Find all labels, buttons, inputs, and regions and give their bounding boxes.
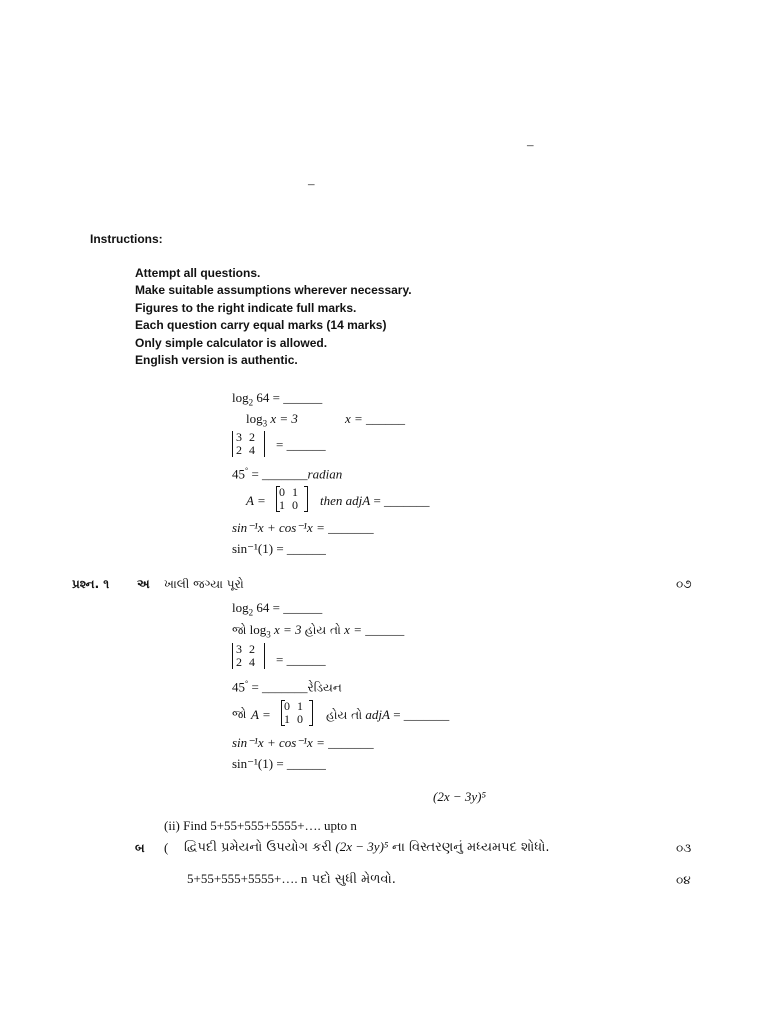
gu-degree-line: 45° = _______રેડિયન: [232, 679, 342, 695]
instruction-item: Only simple calculator is allowed.: [135, 335, 328, 350]
gu-det-equals: = ______: [276, 652, 326, 667]
instruction-item: Attempt all questions.: [135, 266, 261, 280]
en-log3-line: $\log_3 x = 3$: [246, 411, 298, 429]
header-dash: –: [308, 176, 315, 191]
instruction-item: Figures to the right indicate full marks.: [135, 300, 357, 315]
part-a-label: અ: [137, 577, 150, 591]
part-b-label: બ: [135, 841, 145, 855]
gu-adj-prefix: A =: [251, 707, 271, 722]
part-b-text: દ્વિપદી પ્રમેયનો ઉપયોગ કરી (2x − 3y)⁵ ના વિસ્તરણનું મધ્યમપદ શોધો.: [184, 839, 550, 855]
question-marks: ૦૭: [676, 577, 692, 591]
en-determinant: 3 2 2 4: [232, 431, 265, 457]
part-b-marks: ૦૩: [676, 841, 692, 855]
gu-log3-line: જો $\log_3 x = 3$ હોય તો x = ______: [232, 622, 405, 640]
gu-adj-if: જો: [232, 707, 247, 721]
en-degree-line: 45° = _______radian: [232, 466, 343, 482]
en-log3-answer: x = ______: [345, 411, 406, 426]
en-log2-line: $\log_2 64$ = ______: [232, 390, 323, 408]
gu-log2-line: $\log_2 64$ = ______: [232, 600, 323, 618]
gu-matrix: 0 1 1 0: [281, 700, 313, 726]
question-label: પ્રશ્ન. ૧: [72, 577, 110, 591]
instructions-list: [135, 265, 412, 369]
en-adj-prefix: A =: [246, 493, 266, 508]
gu-inverse-one: sin⁻¹(1) = ______: [232, 756, 326, 771]
header-dash: –: [527, 137, 534, 152]
series-question: 5+55+555+5555+…. n પદો સુધી મેળવો.: [187, 871, 396, 887]
en-adj-then: then adjA = _______: [320, 493, 430, 508]
instruction-item: English version is authentic.: [135, 353, 298, 368]
question-title: ખાલી જગ્યા પૂરો: [164, 577, 244, 591]
en-inverse-sum: sin⁻¹x + cos⁻¹x = _______: [232, 520, 374, 535]
gu-determinant: 3 2 2 4: [232, 643, 265, 669]
find-series-english: (ii) Find 5+55+555+5555+…. upto n: [164, 818, 357, 833]
en-det-equals: = ______: [276, 437, 326, 452]
binomial-expression: (2x − 3y)⁵: [433, 789, 486, 804]
instructions-heading: Instructions:: [90, 232, 163, 246]
en-matrix: 0 1 1 0: [276, 486, 308, 512]
series-marks: ૦૪: [676, 873, 691, 887]
instruction-item: Make suitable assumptions wherever necessary.: [135, 283, 412, 298]
gu-inverse-sum: sin⁻¹x + cos⁻¹x = _______: [232, 735, 374, 750]
gu-adj-then: હોય તો adjA = _______: [326, 707, 450, 722]
en-inverse-one: sin⁻¹(1) = ______: [232, 541, 326, 556]
part-b-paren: (: [164, 840, 169, 855]
instruction-item: Each question carry equal marks (14 marks): [135, 318, 387, 333]
